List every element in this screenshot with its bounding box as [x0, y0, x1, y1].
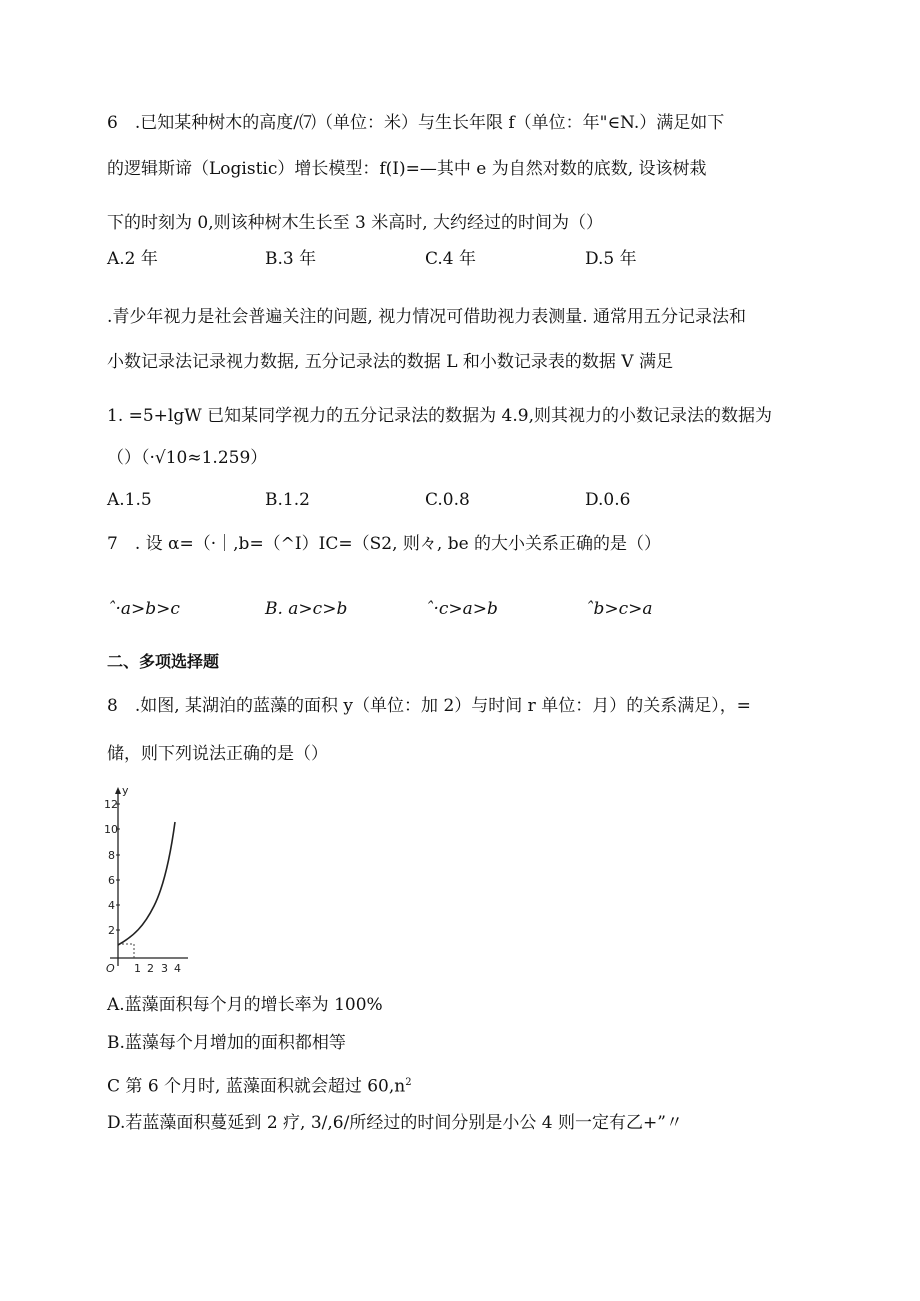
vision-line-3: 1. =5+lgW 已知某同学视力的五分记录法的数据为 4.9,则其视力的小数记录法的数据为 — [107, 406, 772, 426]
q8-line-1: 8 .如图, 某湖泊的蓝藻的面积 y（单位：加 2）与时间 r 单位：月）的关系满足），= — [107, 696, 751, 716]
q8-option-c-superscript: 2 — [405, 1077, 412, 1088]
q6-option-d: D.5 年 — [585, 249, 637, 269]
vision-line-4: （）（·√10≈1.259） — [107, 448, 268, 468]
y-tick-label: 2 — [108, 924, 115, 937]
q7-option-a: ˆ·a>b>c — [107, 599, 180, 619]
x-tick-label: 1 — [134, 962, 141, 975]
section-title-multiple-choice: 二、多项选择题 — [107, 652, 220, 671]
y-tick-label: 8 — [108, 849, 115, 862]
q6-option-c: C.4 年 — [425, 249, 477, 269]
q8-option-c — [107, 1072, 412, 1098]
algae-growth-graph — [104, 786, 194, 976]
q7-line-1: 7 . 设 α=（·｜,b=（^I）IC=（S2, 则々, be 的大小关系正确的是（） — [107, 534, 662, 554]
q8-option-c-text: C 第 6 个月时, 蓝藻面积就会超过 60,n — [107, 1076, 406, 1097]
y-tick-label: 6 — [108, 874, 115, 887]
y-tick-label: 10 — [104, 823, 118, 836]
q6-line-3: 下的时刻为 0,则该种树木生长至 3 米高时, 大约经过的时间为（） — [107, 213, 604, 233]
y-tick-label: 4 — [108, 899, 115, 912]
x-tick-label: 3 — [161, 962, 168, 975]
q8-option-a: A.蓝藻面积每个月的增长率为 100% — [107, 995, 383, 1015]
q6-line-2: 的逻辑斯谛（Logistic）增长模型：f(I)=—其中 e 为自然对数的底数, 设该树栽 — [107, 159, 707, 179]
vision-option-b: B.1.2 — [265, 490, 310, 510]
q6-option-b: B.3 年 — [265, 249, 317, 269]
vision-line-2: 小数记录法记录视力数据, 五分记录法的数据 L 和小数记录表的数据 V 满足 — [107, 352, 673, 372]
q8-option-b: B.蓝藻每个月增加的面积都相等 — [107, 1033, 346, 1053]
vision-option-a: A.1.5 — [107, 490, 152, 510]
vision-line-1: .青少年视力是社会普遍关注的问题, 视力情况可借助视力表测量. 通常用五分记录法和 — [107, 307, 747, 327]
q8-line-2: 储，则下列说法正确的是（） — [107, 744, 328, 764]
q6-line-1: 6 .已知某种树木的高度/⑺（单位：米）与生长年限 f（单位：年"∈N.）满足如下 — [107, 113, 725, 133]
growth-curve — [118, 822, 175, 945]
vision-option-c: C.0.8 — [425, 490, 470, 510]
q7-option-c: ˆ·c>a>b — [425, 599, 498, 619]
y-axis-label: y — [122, 786, 129, 797]
q8-option-d: D.若蓝藻面积蔓延到 2 疗, 3/,6/所经过的时间分别是小公 4 则一定有乙+”〃 — [107, 1113, 683, 1133]
vision-option-d: D.0.6 — [585, 490, 631, 510]
q6-option-a: A.2 年 — [107, 249, 158, 269]
x-tick-label: 4 — [174, 962, 181, 975]
x-tick-label: 2 — [147, 962, 154, 975]
origin-label: O — [106, 962, 115, 975]
q7-option-b: B. a>c>b — [265, 599, 348, 619]
y-tick-label: 12 — [104, 798, 118, 811]
y-axis-arrow — [115, 787, 121, 794]
q7-option-d: ˆb>c>a — [585, 599, 653, 619]
